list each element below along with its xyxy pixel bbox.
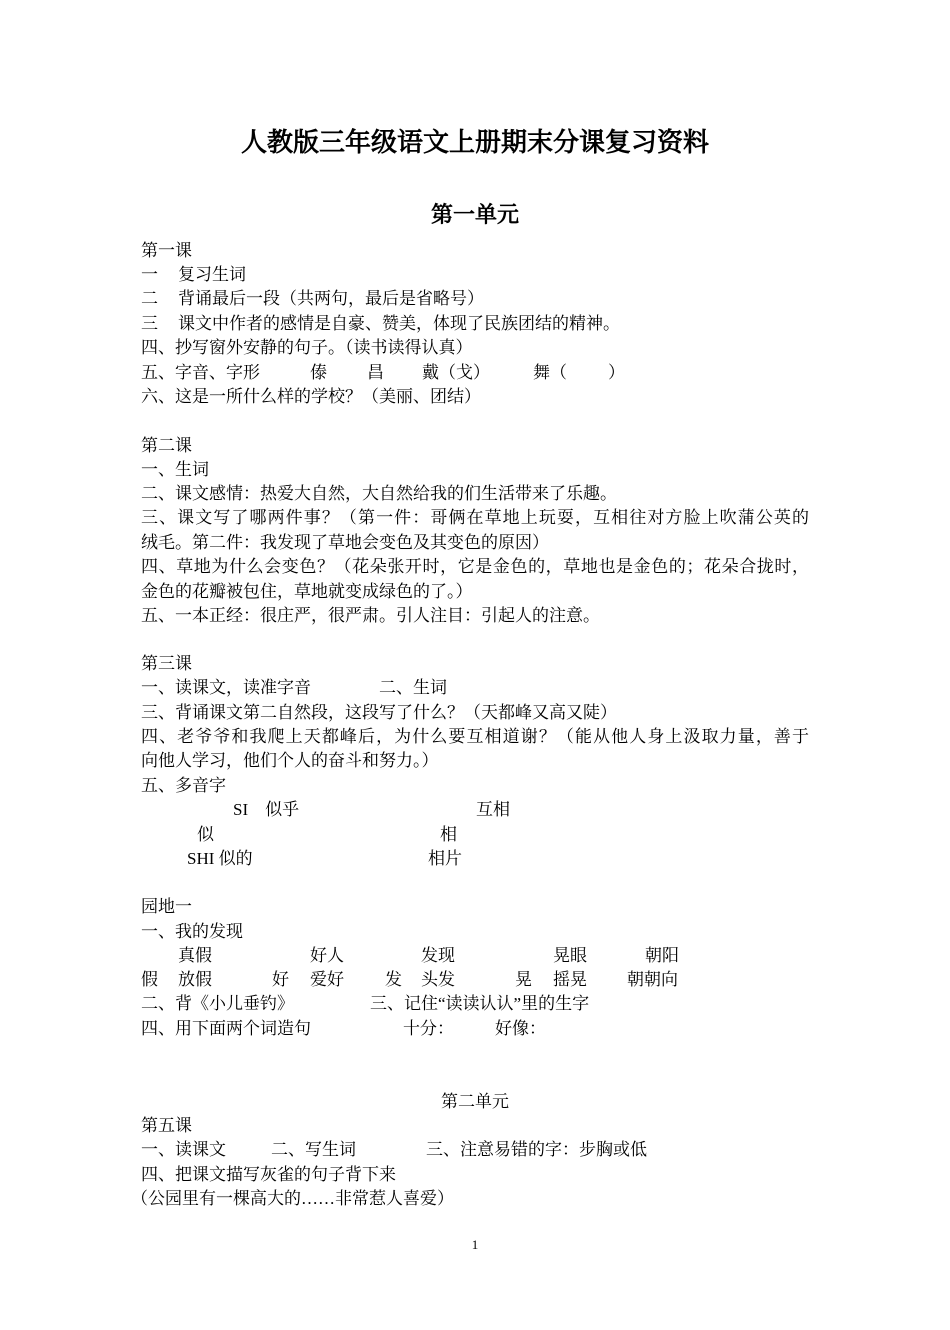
word: 摇晃 [553, 970, 587, 989]
item-text: 二、生词 [379, 678, 447, 697]
item-text: 一、读课文，读准字音 [141, 678, 311, 697]
lesson-5-item-4-note: （公园里有一棵高大的……非常惹人喜爱） [131, 1189, 454, 1208]
item-number: 二 [141, 289, 158, 308]
word: 头发 [421, 970, 455, 989]
lesson-2-item-3-line-2: 绒毛。第二件：我发现了草地会变色及其变色的原因） [141, 533, 549, 552]
word: 放假 [178, 970, 212, 989]
item-text: 二、背《小儿垂钓》 [141, 994, 294, 1013]
item-number: 一 [141, 265, 158, 284]
word: 朝阳 [645, 946, 679, 965]
char: 晃 [515, 970, 532, 989]
word: 爱好 [310, 970, 344, 989]
polyphone-word: SI 似乎 [233, 800, 300, 819]
lesson-3-item-5: 五、多音字 [141, 776, 226, 795]
unit-1-heading: 第一单元 [430, 202, 519, 227]
lesson-2-item-4-line-1: 四、草地为什么会变色？（花朵张开时，它是金色的，草地也是金色的；花朵合拢时， [141, 557, 809, 576]
lesson-2-item-3-line-1: 三、课文写了哪两件事？（第一件：哥俩在草地上玩耍，互相往对方脸上吹蒲公英的 [141, 508, 809, 527]
polyphone-word: 互相 [476, 800, 510, 819]
item-text: 背诵最后一段（共两句，最后是省略号） [178, 289, 484, 308]
char: 昌 [367, 363, 384, 382]
polyphone-char: 相 [440, 825, 457, 844]
item-number: 三 [141, 314, 158, 333]
char: ） [608, 363, 625, 382]
document-title: 人教版三年级语文上册期末分课复习资料 [240, 128, 709, 157]
polyphone-word: SHI 似的 [187, 849, 253, 868]
unit-2-heading: 第二单元 [441, 1092, 509, 1111]
lesson-2-title: 第二课 [141, 436, 192, 455]
page-number: 1 [471, 1237, 479, 1252]
item-text: 复习生词 [178, 265, 246, 284]
char: 好 [272, 970, 289, 989]
lesson-1-item-6: 六、这是一所什么样的学校？（美丽、团结） [141, 387, 481, 406]
char: 傣 [310, 363, 327, 382]
char: 舞（ [533, 363, 567, 382]
garden-1-item-1: 一、我的发现 [141, 922, 243, 941]
lesson-1-item-4: 四、抄写窗外安静的句子。（读书读得认真） [141, 338, 473, 357]
item-text: 三、记住“读读认认”里的生字 [370, 994, 590, 1013]
lesson-3-item-4-line-2: 向他人学习，他们个人的奋斗和努力。） [141, 751, 439, 770]
char: 发 [385, 970, 402, 989]
lesson-2-item-2: 二、课文感情：热爱大自然，大自然给我的们生活带来了乐趣。 [141, 484, 617, 503]
lesson-2-item-4-line-2: 金色的花瓣被包住，草地就变成绿色的了。） [141, 582, 473, 601]
lesson-3-item-4-line-1: 四、老爷爷和我爬上天都峰后，为什么要互相道谢？（能从他人身上汲取力量，善于 [141, 727, 809, 746]
item-text: 二、写生词 [271, 1140, 356, 1159]
garden-1-title: 园地一 [141, 897, 192, 916]
item-text: 十分： [403, 1019, 454, 1038]
word: 朝朝向 [627, 970, 678, 989]
item-text: 三、注意易错的字：步胸或低 [426, 1140, 647, 1159]
polyphone-word: 相片 [428, 849, 462, 868]
item-text: 课文中作者的感情是自豪、赞美，体现了民族团结的精神。 [178, 314, 620, 333]
word: 发现 [421, 946, 455, 965]
lesson-5-title: 第五课 [141, 1116, 192, 1135]
item-text: 好像： [495, 1019, 546, 1038]
word: 晃眼 [553, 946, 587, 965]
item-text: 一、读课文 [141, 1140, 226, 1159]
item-text: 五、字音、字形 [141, 363, 260, 382]
word: 真假 [178, 946, 212, 965]
item-text: 四、用下面两个词造句 [141, 1019, 311, 1038]
char: 假 [141, 970, 158, 989]
lesson-3-title: 第三课 [141, 654, 192, 673]
lesson-1-title: 第一课 [141, 241, 192, 260]
lesson-3-item-3: 三、背诵课文第二自然段，这段写了什么？（天都峰又高又陡） [141, 703, 617, 722]
char: 戴（戈） [422, 363, 490, 382]
lesson-5-item-4: 四、把课文描写灰雀的句子背下来 [141, 1165, 396, 1184]
lesson-2-item-5: 五、一本正经：很庄严，很严肃。引人注目：引起人的注意。 [141, 606, 600, 625]
lesson-2-item-1: 一、生词 [141, 460, 209, 479]
word: 好人 [310, 946, 344, 965]
polyphone-char: 似 [197, 825, 214, 844]
